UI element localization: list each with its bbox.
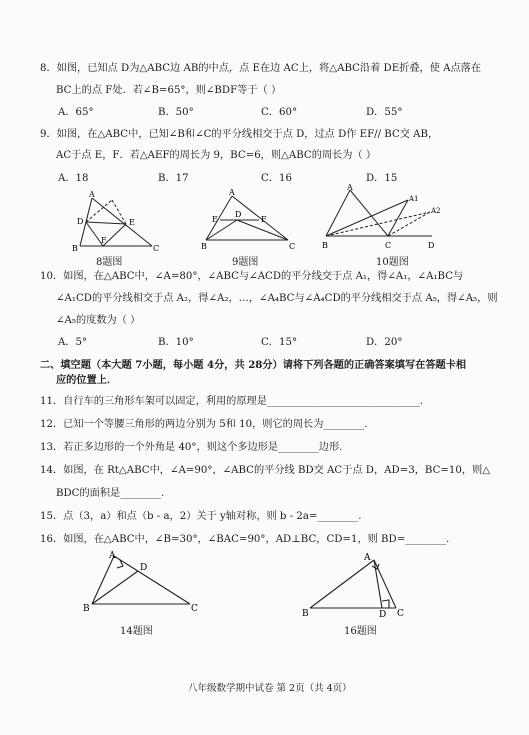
q9-option-b: B．17 [158, 173, 189, 184]
fig9-label-b: B [201, 242, 207, 251]
q12: 12．已知一个等腰三角形的两边分别为 5和 10，则它的周长为________. [40, 419, 368, 430]
fig16-label-c: C [397, 609, 404, 618]
q10-line2: ∠A₁CD的平分线相交于点 A₂，得∠A₂，…，∠A₄BC与∠A₄CD的平分线相交于点 A₅，得∠A₅，则 [56, 293, 498, 304]
fig14-caption: 14题图 [120, 626, 153, 637]
q8-option-c: C．60° [261, 107, 298, 118]
fig10-label-a: A [347, 184, 353, 192]
figure-14 [80, 548, 205, 618]
figure-8 [70, 188, 170, 252]
section2-heading-line2: 应的位置上． [56, 374, 118, 386]
figure-16 [300, 550, 415, 618]
fig9-caption: 9题图 [232, 257, 259, 268]
q14-line2: BDC的面积是________. [56, 488, 165, 499]
fig16-label-a: A [364, 553, 371, 563]
fig9-label-e: E [212, 215, 218, 224]
fig10-caption: 10题图 [376, 257, 409, 268]
figure-9 [200, 188, 300, 252]
fig10-label-d: D [428, 241, 435, 250]
q8-line1: 8．如图，已知点 D为△ABC边 AB的中点，点 E在边 AC上，将△ABC沿着 DE折叠，使 A点落在 [40, 63, 482, 74]
q10-line1: 10．如图，在△ABC中，∠A=80°，∠ABC与∠ACD的平分线交于点 A₁，得∠A₁，∠A₁BC与 [40, 271, 464, 282]
fig10-label-c: C [385, 241, 392, 250]
q11: 11．自行车的三角形车架可以固定，利用的原理是______________________________. [40, 396, 423, 407]
fig16-label-d: D [379, 610, 387, 618]
q16: 16．如图，在△ABC中，∠B=30°，∠BAC=90°，AD⊥BC，CD=1，则 BD=________. [40, 534, 450, 545]
q9-option-c: C．16 [261, 173, 292, 184]
fig8-label-b: B [72, 244, 78, 252]
fig14-label-c: C [191, 604, 198, 614]
fig16-caption: 16题图 [344, 626, 377, 637]
fig9-label-f: F [261, 215, 267, 224]
fig8-label-e: E [129, 218, 135, 227]
fig10-label-a1: A1 [409, 195, 419, 203]
fig14-label-a: A [109, 551, 116, 561]
figure-10 [320, 184, 450, 252]
section2-heading-line1: 二、填空题（本大题 7小题，每小题 4分，共 28分）请将下列各题的正确答案填写在答题卡相 [40, 359, 467, 371]
fig9-label-a: A [229, 188, 235, 197]
q14-line1: 14．如图，在 Rt△ABC中，∠A=90°，∠ABC的平分线 BD交 AC于点 D，AD=3，BC=10，则△ [40, 465, 491, 476]
fig9-label-d: D [235, 210, 242, 219]
fig10-label-a2: A2 [431, 207, 441, 215]
q10-option-c: C．15° [261, 337, 298, 348]
q8-option-a: A．65° [58, 107, 94, 118]
fig10-label-b: B [322, 241, 328, 250]
q8-option-d: D．55° [366, 107, 403, 118]
fig14-label-d: D [140, 563, 148, 573]
q10-option-b: B．10° [158, 337, 194, 348]
q10-line3: ∠A₅的度数为（ ） [56, 315, 141, 326]
fig14-label-b: B [83, 604, 90, 614]
q9-option-a: A．18 [58, 173, 89, 184]
q8-line2: BC上的点 F处．若∠B=65°，则∠BDF等于（ ） [56, 85, 282, 96]
fig8-label-c: C [153, 244, 160, 252]
q9-option-d: D．15 [366, 173, 398, 184]
q10-option-d: D．20° [366, 337, 403, 348]
fig16-label-b: B [302, 609, 309, 618]
fig8-label-d: D [77, 217, 84, 226]
fig8-caption: 8题图 [96, 257, 123, 268]
fig9-label-c: C [289, 242, 296, 251]
fig8-label-a: A [89, 190, 95, 199]
q8-option-b: B．50° [158, 107, 194, 118]
q9-line2: AC于点 E，F．若△AEF的周长为 9，BC=6，则△ABC的周长为（ ） [56, 150, 377, 161]
q10-option-a: A．5° [58, 337, 88, 348]
fig8-label-f: F [101, 236, 107, 245]
q13: 13．若正多边形的一个外角是 40°，则这个多边形是________边形. [40, 442, 343, 453]
page-footer: 八年级数学期中试卷 第 2页（共 4页） [188, 683, 352, 694]
q9-line1: 9．如图，在△ABC中，已知∠B和∠C的平分线相交于点 D，过点 D作 EF// BC交 AB， [40, 129, 439, 140]
q15: 15．点（3，a）和点（b - a，2）关于 y轴对称，则 b - 2a=________. [40, 511, 362, 522]
